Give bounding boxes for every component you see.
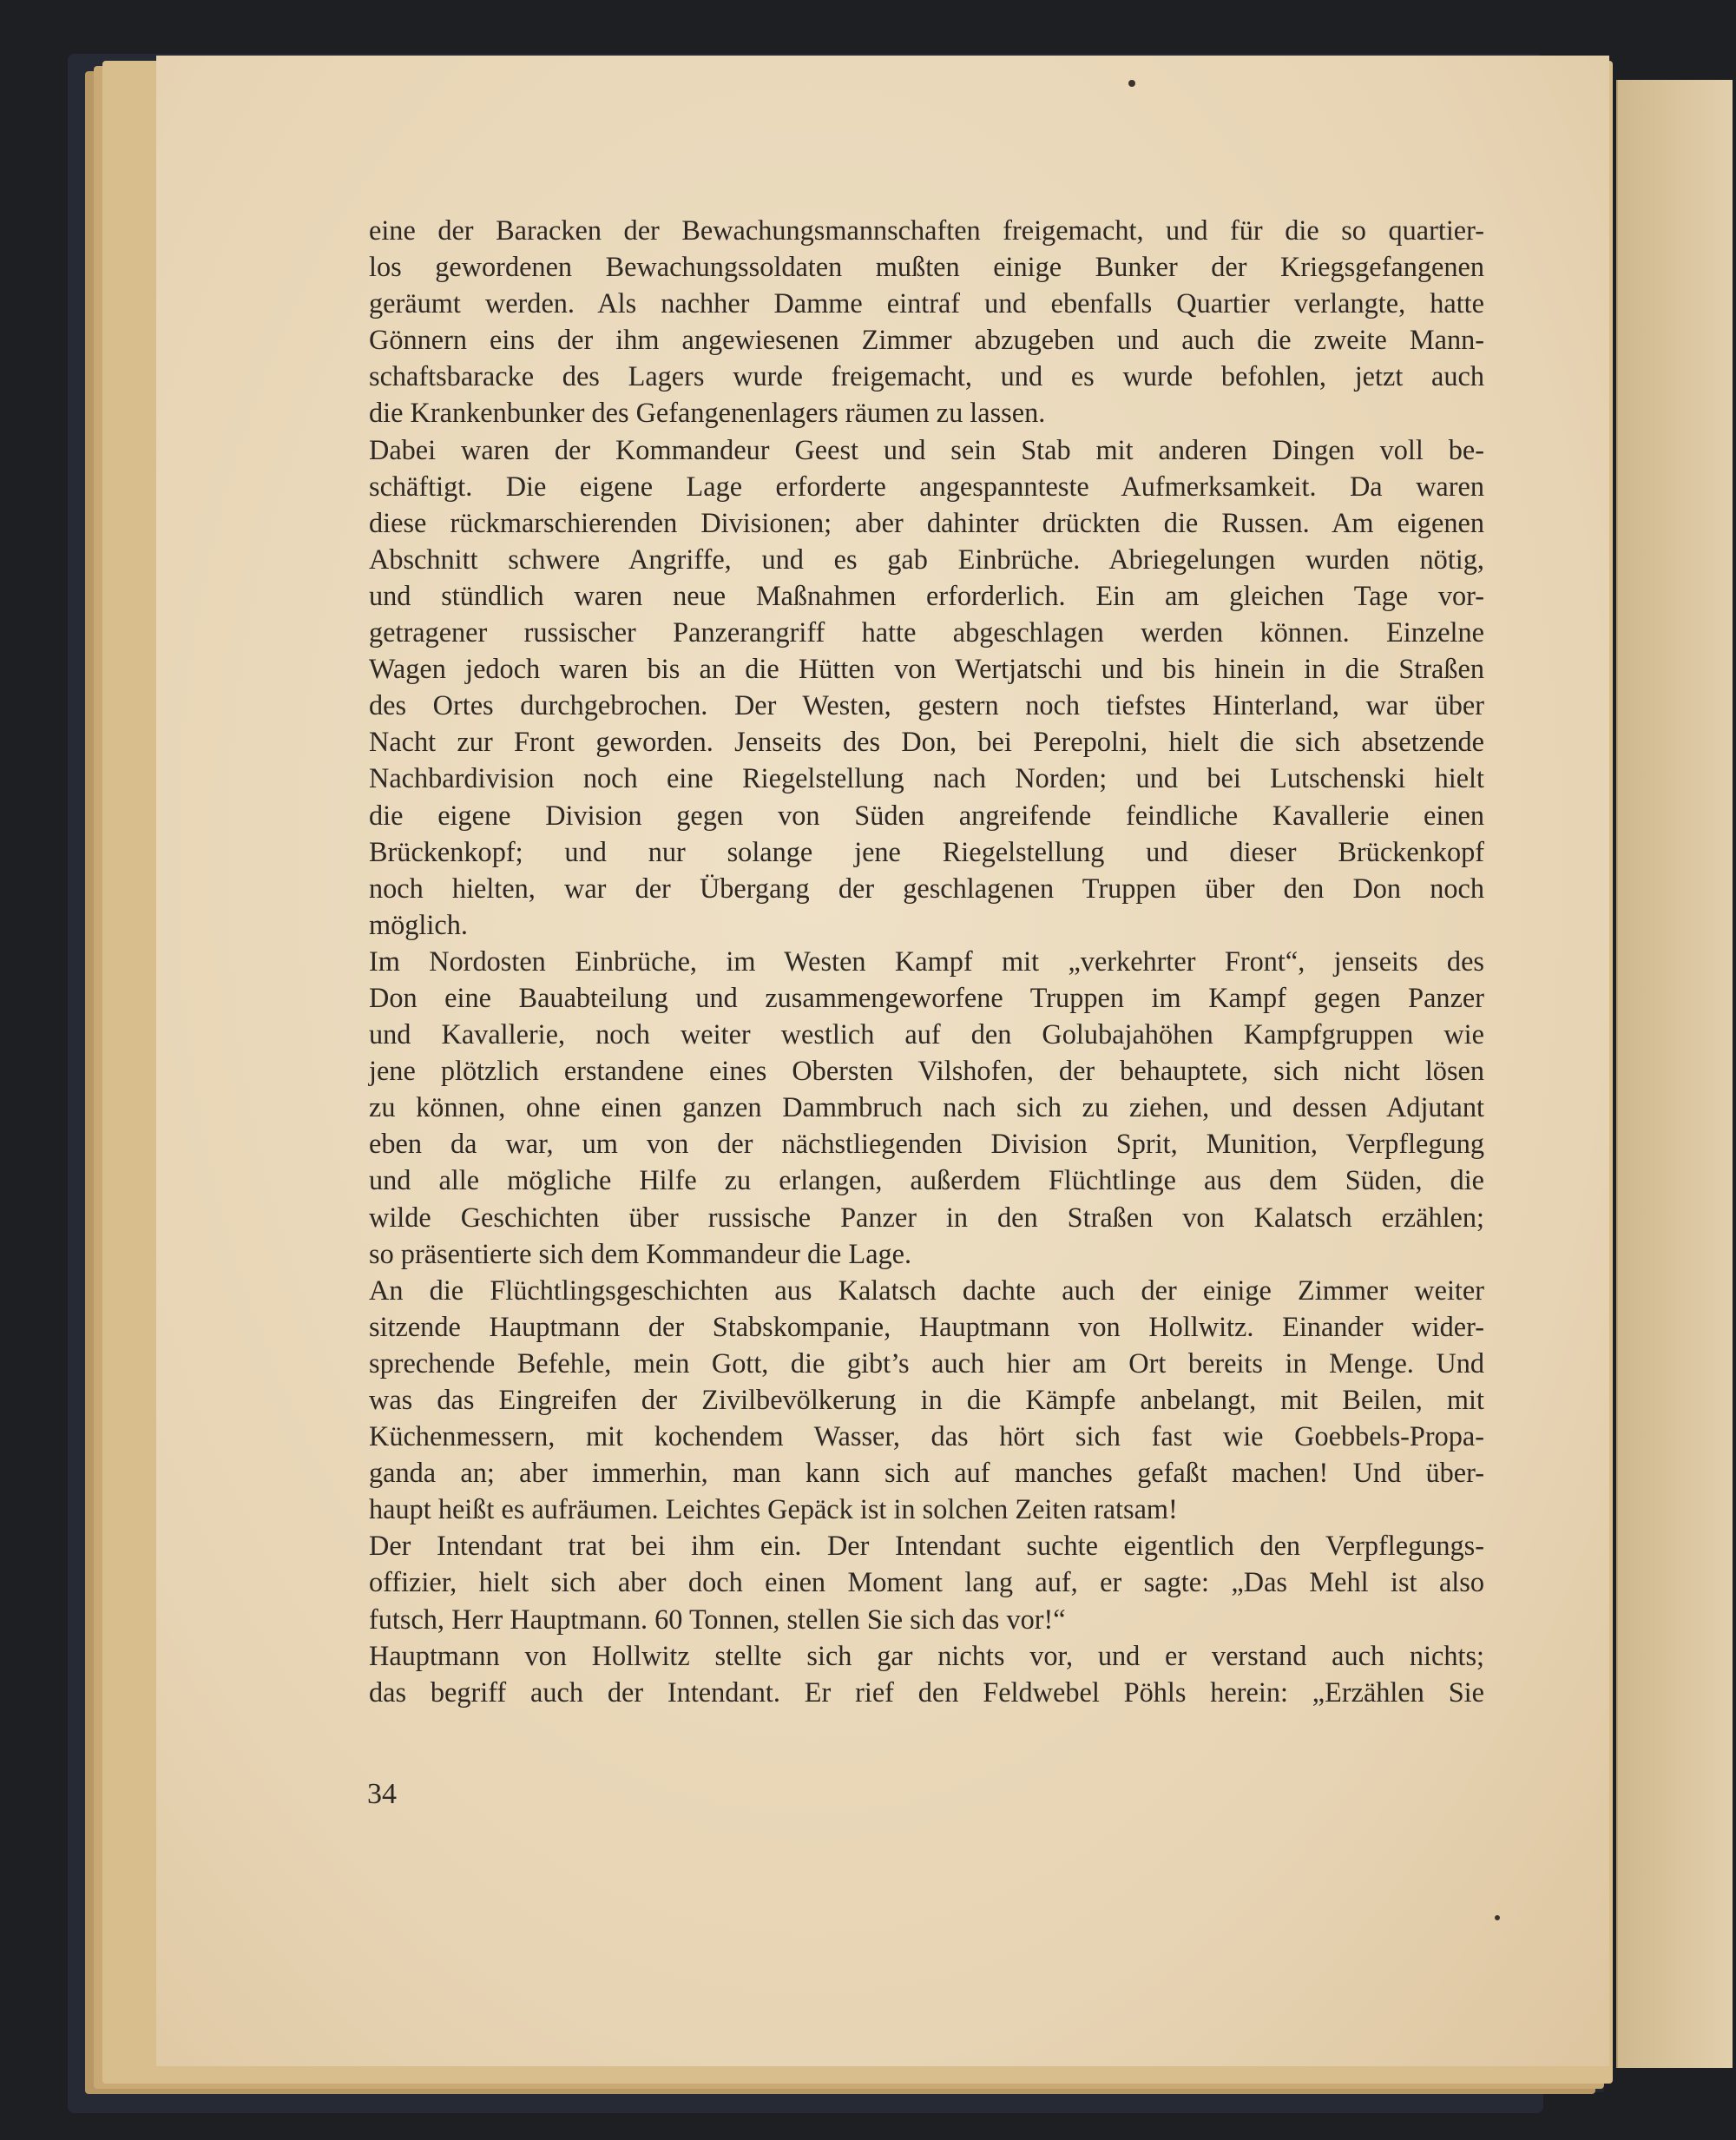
ink-speck <box>1495 1915 1500 1920</box>
text-line: Nachbardivision noch eine Riegelstellung nach Norden; und bei Lutschenski hielt <box>369 762 1484 794</box>
text-line: Abschnitt schwere Angriffe, und es gab Einbrüche. Abriegelungen wurden nötig, <box>369 543 1484 575</box>
text-line: und Kavallerie, noch weiter westlich auf den Golubajahöhen Kampfgruppen wie <box>369 1018 1484 1050</box>
text-line: An die Flüchtlingsgeschichten aus Kalatsch dachte auch der einige Zimmer weiter <box>369 1274 1484 1306</box>
text-line: ganda an; aber immerhin, man kann sich auf manches gefaßt machen! Und über- <box>369 1457 1484 1489</box>
text-line: futsch, Herr Hauptmann. 60 Tonnen, stellen Sie sich das vor!“ <box>369 1603 1066 1635</box>
text-line: möglich. <box>369 908 468 940</box>
text-line: und stündlich waren neue Maßnahmen erforderlich. Ein am gleichen Tage vor- <box>369 579 1484 611</box>
text-line: los gewordenen Bewachungssoldaten mußten einige Bunker der Kriegsgefangenen <box>369 251 1484 283</box>
text-line: und alle mögliche Hilfe zu erlangen, außerdem Flüchtlinge aus dem Süden, die <box>369 1164 1484 1196</box>
text-line: haupt heißt es aufräumen. Leichtes Gepäck ist in solchen Zeiten ratsam! <box>369 1493 1178 1525</box>
text-line: diese rückmarschierenden Divisionen; aber dahinter drückten die Russen. Am eigenen <box>369 506 1484 538</box>
text-line: sprechende Befehle, mein Gott, die gibt’s auch hier am Ort bereits in Menge. Und <box>369 1347 1484 1379</box>
text-line: getragener russischer Panzerangriff hatte abgeschlagen werden können. Einzelne <box>369 616 1484 649</box>
text-line: offizier, hielt sich aber doch einen Moment lang auf, er sagte: „Das Mehl ist also <box>369 1566 1484 1598</box>
facing-page-edge <box>1616 80 1733 2068</box>
text-line: das begriff auch der Intendant. Er rief den Feldwebel Pöhls herein: „Erzählen Sie <box>369 1676 1484 1708</box>
text-line: eben da war, um von der nächstliegenden Division Sprit, Munition, Verpflegung <box>369 1128 1484 1160</box>
page-number: 34 <box>367 1778 397 1810</box>
text-line: wilde Geschichten über russische Panzer in den Straßen von Kalatsch erzählen; <box>369 1201 1484 1233</box>
text-line: Im Nordosten Einbrüche, im Westen Kampf mit „verkehrter Front“, jenseits des <box>369 945 1484 977</box>
text-line: so präsentierte sich dem Kommandeur die Lage. <box>369 1237 912 1269</box>
text-line: eine der Baracken der Bewachungsmannschaften freigemacht, und für die so quartier- <box>369 214 1484 246</box>
text-line: Gönnern eins der ihm angewiesenen Zimmer abzugeben und auch die zweite Mann- <box>369 324 1484 356</box>
text-line: Der Intendant trat bei ihm ein. Der Intendant suchte eigentlich den Verpflegungs- <box>369 1530 1484 1562</box>
text-line: noch hielten, war der Übergang der geschlagenen Truppen über den Don noch <box>369 872 1484 904</box>
text-line: zu können, ohne einen ganzen Dammbruch nach sich zu ziehen, und dessen Adjutant <box>369 1091 1484 1123</box>
text-line: was das Eingreifen der Zivilbevölkerung in die Kämpfe anbelangt, mit Beilen, mit <box>369 1384 1484 1415</box>
text-line: Dabei waren der Kommandeur Geest und sein Stab mit anderen Dingen voll be- <box>369 433 1484 465</box>
text-line: jene plötzlich erstandene eines Obersten Vilshofen, der behauptete, sich nicht lösen <box>369 1055 1484 1087</box>
text-line: die Krankenbunker des Gefangenenlagers räumen zu lassen. <box>369 397 1046 429</box>
ink-speck <box>1128 80 1135 87</box>
text-line: Brückenkopf; und nur solange jene Riegelstellung und dieser Brückenkopf <box>369 835 1484 867</box>
text-line: Küchenmessern, mit kochendem Wasser, das hört sich fast wie Goebbels-Propa- <box>369 1420 1484 1452</box>
text-line: die eigene Division gegen von Süden angreifende feindliche Kavallerie einen <box>369 799 1484 831</box>
text-line: geräumt werden. Als nachher Damme eintraf und ebenfalls Quartier verlangte, hatte <box>369 287 1484 319</box>
body-text <box>369 212 1484 1710</box>
text-line: Wagen jedoch waren bis an die Hütten von Wertjatschi und bis hinein in die Straßen <box>369 653 1484 685</box>
text-line: Don eine Bauabteilung und zusammengeworfene Truppen im Kampf gegen Panzer <box>369 981 1484 1013</box>
text-line: schäftigt. Die eigene Lage erforderte angespannteste Aufmerksamkeit. Da waren <box>369 470 1484 502</box>
text-line: des Ortes durchgebrochen. Der Westen, gestern noch tiefstes Hinterland, war über <box>369 689 1484 721</box>
text-line: schaftsbaracke des Lagers wurde freigemacht, und es wurde befohlen, jetzt auch <box>369 360 1484 392</box>
text-line: Nacht zur Front geworden. Jenseits des Don, bei Perepolni, hielt die sich absetzende <box>369 726 1484 758</box>
text-line: Hauptmann von Hollwitz stellte sich gar nichts vor, und er verstand auch nichts; <box>369 1639 1484 1671</box>
text-line: sitzende Hauptmann der Stabskompanie, Hauptmann von Hollwitz. Einander wider- <box>369 1310 1484 1342</box>
